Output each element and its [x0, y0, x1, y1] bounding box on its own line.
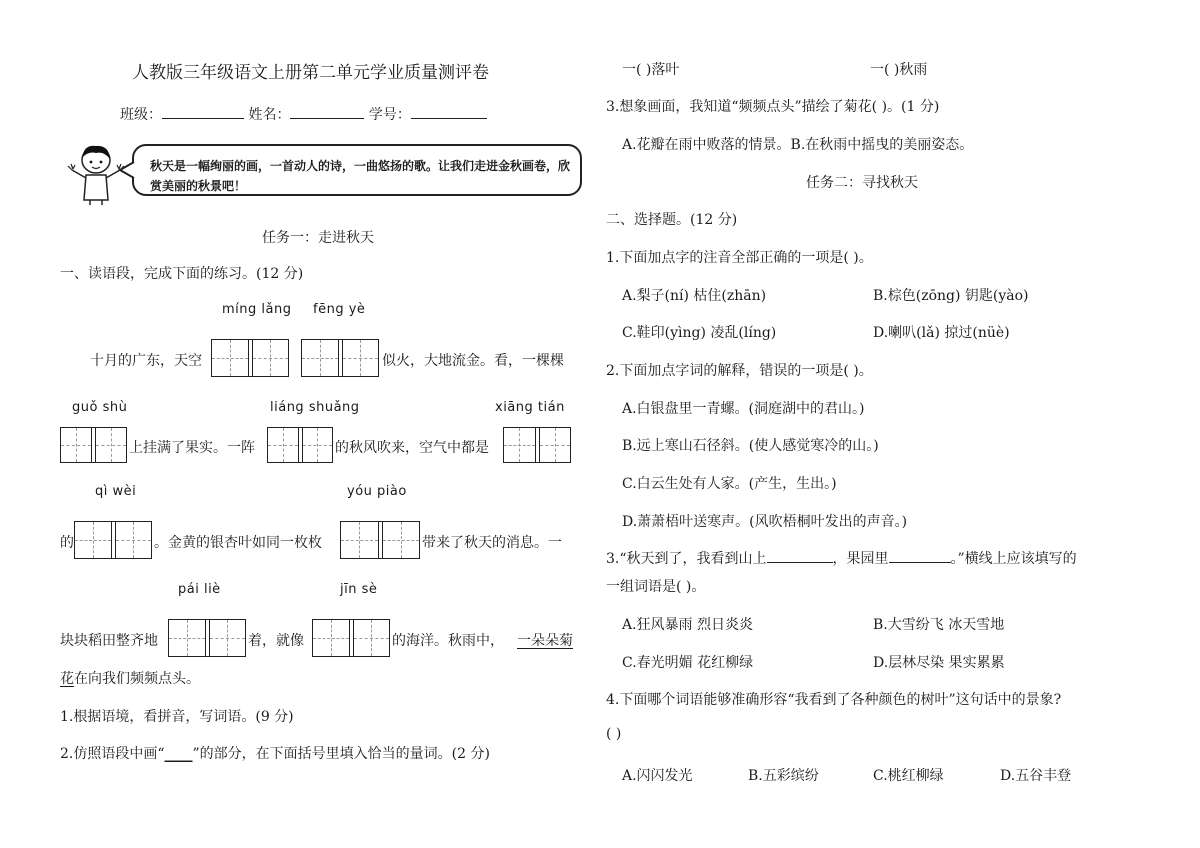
pinyin-qiwei: qì wèi [95, 484, 137, 499]
task1-question2 [60, 743, 490, 763]
pinyin-youpiao: yóu piào [347, 484, 407, 499]
q4-option-d[interactable]: D.五谷丰登 [1000, 768, 1072, 784]
passage-line2b: 的秋风吹来，空气中都是 [335, 440, 489, 456]
name-label: 姓名： [248, 107, 291, 123]
q3-blank-mountain[interactable] [767, 548, 833, 563]
q4-option-a[interactable]: A.闪闪发光 [622, 768, 693, 784]
task2-question2: 2.下面加点字词的解释，错误的一项是( )。 [606, 363, 873, 379]
speech-bubble [132, 144, 582, 196]
passage-line4b: 着，就像 [248, 633, 304, 649]
passage-line2a: 上挂满了果实。一阵 [129, 440, 255, 456]
q2-option-d[interactable]: D.萧萧梧叶送寒声。(风吹梧桐叶发出的声音。) [622, 514, 908, 530]
passage-line3b: 。金黄的银杏叶如同一枚枚 [154, 535, 322, 551]
q4-option-c[interactable]: C.桃红柳绿 [873, 768, 944, 784]
pinyin-box-youpiao[interactable] [340, 521, 420, 559]
q3-option-a[interactable]: A.狂风暴雨 烈日炎炎 [622, 617, 754, 633]
q3-part3: 。”横线上应该填写的 [950, 551, 1077, 567]
passage-line3c: 带来了秋天的消息。一 [422, 535, 562, 551]
pinyin-guoshu: guǒ shù [72, 400, 128, 415]
task2-question3-line2: 一组词语是( )。 [606, 579, 706, 595]
q4-option-b[interactable]: B.五彩缤纷 [748, 768, 819, 784]
q3-option-d[interactable]: D.层林尽染 果实累累 [873, 655, 1005, 671]
measure-word-b[interactable]: 一( )秋雨 [870, 62, 928, 78]
passage-line4a: 块块稻田整齐地 [60, 633, 158, 649]
class-field [120, 104, 487, 124]
passage-line1b: 似火，大地流金。看，一棵棵 [382, 353, 564, 369]
q2-suffix: ”的部分，在下面括号里填入恰当的量词。(2 分) [192, 746, 490, 762]
q1-option-b[interactable]: B.棕色(zōng) 钥匙(yào) [873, 288, 1029, 304]
bubble-text: 秋天是一幅绚丽的画，一首动人的诗，一曲悠扬的歌。让我们走进金秋画卷，欣赏美丽的秋景吧！ [150, 159, 571, 193]
bubble-tail [118, 160, 136, 180]
task2-question3 [606, 548, 1077, 568]
pinyin-box-xiangtian[interactable] [503, 427, 571, 463]
q1-option-c[interactable]: C.鞋印(yìng) 凌乱(líng) [622, 325, 777, 341]
passage-underlined-phrase: 一朵朵菊 [517, 633, 573, 649]
q3-option-b[interactable]: B.大雪纷飞 冰天雪地 [873, 617, 1005, 633]
passage-line5a: 花 [60, 671, 74, 687]
page-title: 人教版三年级语文上册第二单元学业质量测评卷 [132, 63, 489, 83]
task1-question3: 3.想象画面，我知道“频频点头”描绘了菊花( )。(1 分) [606, 99, 940, 115]
q2-option-b[interactable]: B.远上寒山石径斜。(使人感觉寒冷的山。) [622, 438, 879, 454]
q3-blank-orchard[interactable] [889, 548, 951, 563]
pinyin-pailie: pái liè [178, 582, 221, 597]
pinyin-fengye: fēng yè [313, 302, 366, 317]
q2-prefix: 2.仿照语段中画“ [60, 746, 165, 762]
task2-question4: 4.下面哪个词语能够准确形容“我看到了各种颜色的树叶”这句话中的景象? [606, 692, 1062, 708]
task2-heading: 任务二：寻找秋天 [806, 175, 918, 191]
passage-line1a: 十月的广东，天空 [90, 353, 202, 369]
number-label: 学号： [368, 107, 411, 123]
task1-question1: 1.根据语境，看拼音，写词语。(9 分) [60, 709, 294, 725]
section1-title: 一、读语段，完成下面的练习。(12 分) [60, 266, 304, 282]
task1-heading: 任务一：走进秋天 [262, 230, 374, 246]
task1-question3-options[interactable]: A.花瓣在雨中败落的情景。B.在秋雨中摇曳的美丽姿态。 [622, 137, 974, 153]
q2-option-a[interactable]: A.白银盘里一青螺。(洞庭湖中的君山。) [622, 401, 865, 417]
pinyin-box-pailie[interactable] [168, 619, 246, 657]
q1-option-d[interactable]: D.喇叭(lǎ) 掠过(nüè) [873, 325, 1010, 341]
pinyin-box-guoshu[interactable] [60, 427, 127, 463]
pinyin-liangshuang: liáng shuǎng [270, 400, 360, 415]
task2-question1: 1.下面加点字的注音全部正确的一项是( )。 [606, 250, 873, 266]
passage-line4c: 的海洋。秋雨中， [392, 633, 504, 649]
q3-part2: ，果园里 [832, 551, 889, 567]
pinyin-box-jinse[interactable] [312, 619, 390, 657]
q3-part1: 3.“秋天到了，我看到山上 [606, 551, 767, 567]
passage-line3a: 的 [60, 535, 74, 551]
class-blank[interactable] [162, 104, 244, 119]
class-label: 班级： [120, 107, 162, 123]
pinyin-jinse: jīn sè [340, 582, 378, 597]
q2-underline-sample: ____ [164, 746, 193, 762]
measure-word-a[interactable]: 一( )落叶 [622, 62, 680, 78]
number-blank[interactable] [411, 104, 487, 119]
section2-title: 二、选择题。(12 分) [606, 212, 738, 228]
name-blank[interactable] [290, 104, 364, 119]
passage-line5b: 在向我们频频点头。 [74, 671, 200, 687]
pinyin-box-qiwei[interactable] [74, 521, 152, 559]
q3-option-c[interactable]: C.春光明媚 花红柳绿 [622, 655, 754, 671]
pinyin-box-fengye[interactable] [301, 339, 379, 377]
pinyin-minglang: míng lǎng [222, 302, 292, 317]
q4-answer-paren[interactable]: ( ) [606, 726, 622, 742]
q2-option-c[interactable]: C.白云生处有人家。(产生，生出。) [622, 476, 837, 492]
pinyin-box-liangshuang[interactable] [267, 427, 333, 463]
q1-option-a[interactable]: A.梨子(ní) 枯住(zhān) [622, 288, 767, 304]
pinyin-box-minglang[interactable] [211, 339, 289, 377]
pinyin-xiangtian: xiāng tián [495, 400, 565, 415]
